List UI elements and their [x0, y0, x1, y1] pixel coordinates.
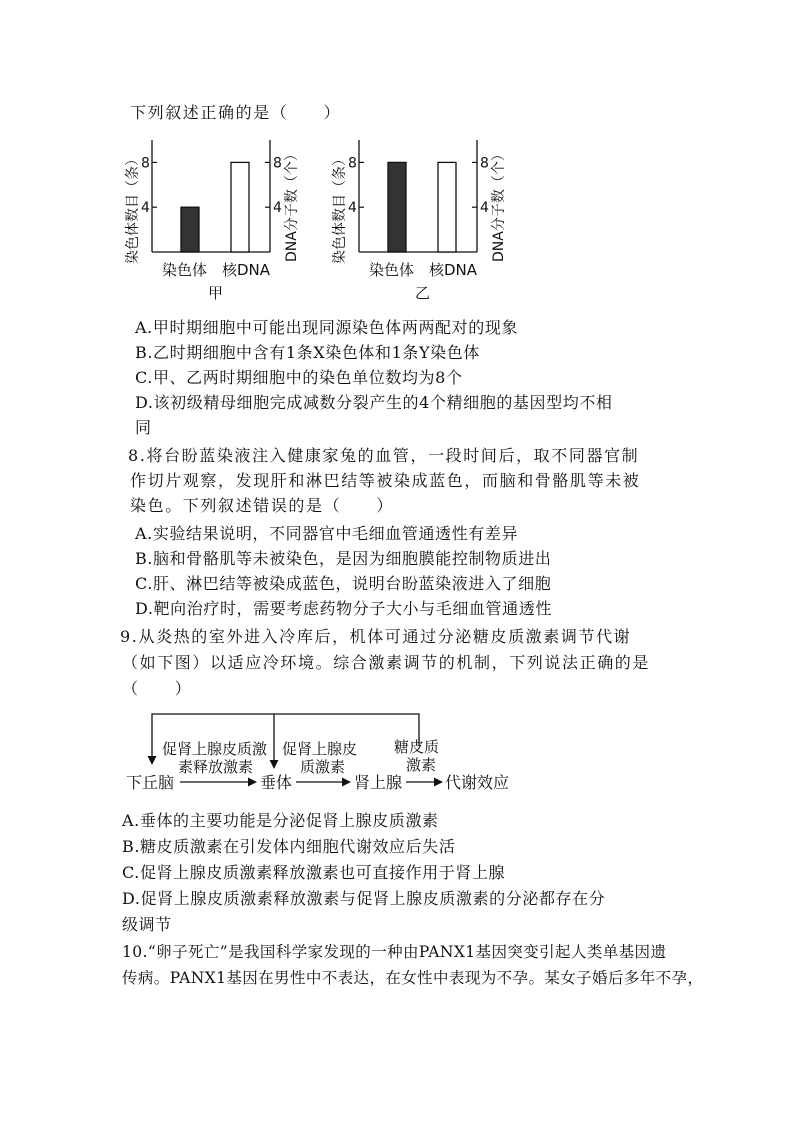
- label-crh-1: 促肾上腺皮质激: [162, 740, 268, 758]
- q7-option-b: B.乙时期细胞中含有1条X染色体和1条Y染色体: [135, 343, 480, 362]
- q9-option-a: A.垂体的主要功能是分泌促肾上腺皮质激素: [122, 811, 439, 830]
- bar-chromosome: [388, 162, 406, 252]
- chart-jia: [120, 132, 300, 302]
- q9-option-d-cont: 级调节: [122, 915, 172, 934]
- left-tick-label: 8: [141, 155, 150, 172]
- left-axis-title: 染色体数目（条）: [125, 152, 141, 264]
- q8-option-a: A.实验结果说明，不同器官中毛细血管通透性有差异: [135, 524, 519, 543]
- label-acth-1: 促肾上腺皮: [282, 740, 358, 758]
- q7-option-a: A.甲时期细胞中可能出现同源染色体两两配对的现象: [135, 318, 519, 337]
- right-tick-label: 8: [273, 155, 282, 172]
- q9-option-c: C.促肾上腺皮质激素释放激素也可直接作用于肾上腺: [122, 863, 506, 882]
- left-tick-label: 4: [348, 200, 357, 217]
- hormone-regulation-diagram: [124, 710, 544, 800]
- chart-yi: [327, 132, 507, 302]
- node-pituitary: 垂体: [260, 773, 293, 792]
- q9-stem-1: 9.从炎热的室外进入冷库后，机体可通过分泌糖皮质激素调节代谢: [120, 627, 632, 646]
- label-gc-1: 糖皮质: [394, 738, 440, 756]
- left-tick-label: 4: [141, 200, 150, 217]
- q9-option-b: B.糖皮质激素在引发体内细胞代谢效应后失活: [122, 837, 456, 856]
- category-label-dna: 核DNA: [222, 261, 271, 279]
- q9-stem-3: （ ）: [122, 679, 193, 698]
- label-crh-2: 素释放激素: [178, 758, 254, 776]
- q7-option-d-cont: 同: [135, 418, 152, 437]
- category-label-chromosome: 染色体: [162, 261, 208, 279]
- chart-title: 乙: [415, 284, 431, 302]
- q8-option-d: D.靶向治疗时，需要考虑药物分子大小与毛细血管通透性: [135, 599, 552, 618]
- q10-stem-1: 10.“卵子死亡”是我国科学家发现的一种由PANX1基因突变引起人类单基因遗: [122, 943, 667, 961]
- q8-stem-3: 染色。下列叙述错误的是（ ）: [130, 496, 395, 515]
- left-tick-label: 8: [348, 155, 357, 172]
- node-metabolic-effect: 代谢效应: [445, 773, 510, 792]
- q9-stem-2: （如下图）以适应冷环境。综合激素调节的机制，下列说法正确的是: [122, 653, 651, 672]
- bar-dna: [231, 162, 249, 252]
- q7-option-c: C.甲、乙两时期细胞中的染色单位数均为8个: [135, 368, 463, 387]
- label-acth-2: 质激素: [300, 758, 346, 776]
- bar-dna: [438, 162, 456, 252]
- category-label-chromosome: 染色体: [369, 261, 415, 279]
- right-tick-label: 4: [480, 200, 489, 217]
- q8-stem-2: 作切片观察，发现肝和淋巴结等被染成蓝色，而脑和骨骼肌等未被: [130, 471, 641, 490]
- q8-option-b: B.脑和骨骼肌等未被染色，是因为细胞膜能控制物质进出: [135, 549, 552, 568]
- right-tick-label: 8: [480, 155, 489, 172]
- right-axis-title: DNA分子数（个）: [491, 147, 507, 262]
- q9-option-d: D.促肾上腺皮质激素释放激素与促肾上腺皮质激素的分泌都存在分: [122, 889, 606, 908]
- bar-chromosome: [181, 207, 199, 252]
- category-label-dna: 核DNA: [429, 261, 478, 279]
- node-hypothalamus: 下丘脑: [126, 773, 175, 792]
- label-gc-2: 激素: [406, 756, 437, 774]
- q7-option-d: D.该初级精母细胞完成减数分裂产生的4个精细胞的基因型均不相: [135, 393, 613, 412]
- node-adrenal: 肾上腺: [354, 773, 403, 792]
- q10-stem-2: 传病。PANX1基因在男性中不表达，在女性中表现为不孕。某女子婚后多年不孕，: [122, 969, 704, 987]
- chart-title: 甲: [208, 284, 224, 302]
- left-axis-title: 染色体数目（条）: [332, 152, 348, 264]
- q8-option-c: C.肝、淋巴结等被染成蓝色，说明台盼蓝染液进入了细胞: [135, 574, 552, 593]
- q8-stem-1: 8.将台盼蓝染液注入健康家兔的血管，一段时间后，取不同器官制: [128, 446, 640, 465]
- q7-stem: 下列叙述正确的是（ ）: [130, 103, 342, 122]
- right-axis-title: DNA分子数（个）: [284, 147, 300, 262]
- right-tick-label: 4: [273, 200, 282, 217]
